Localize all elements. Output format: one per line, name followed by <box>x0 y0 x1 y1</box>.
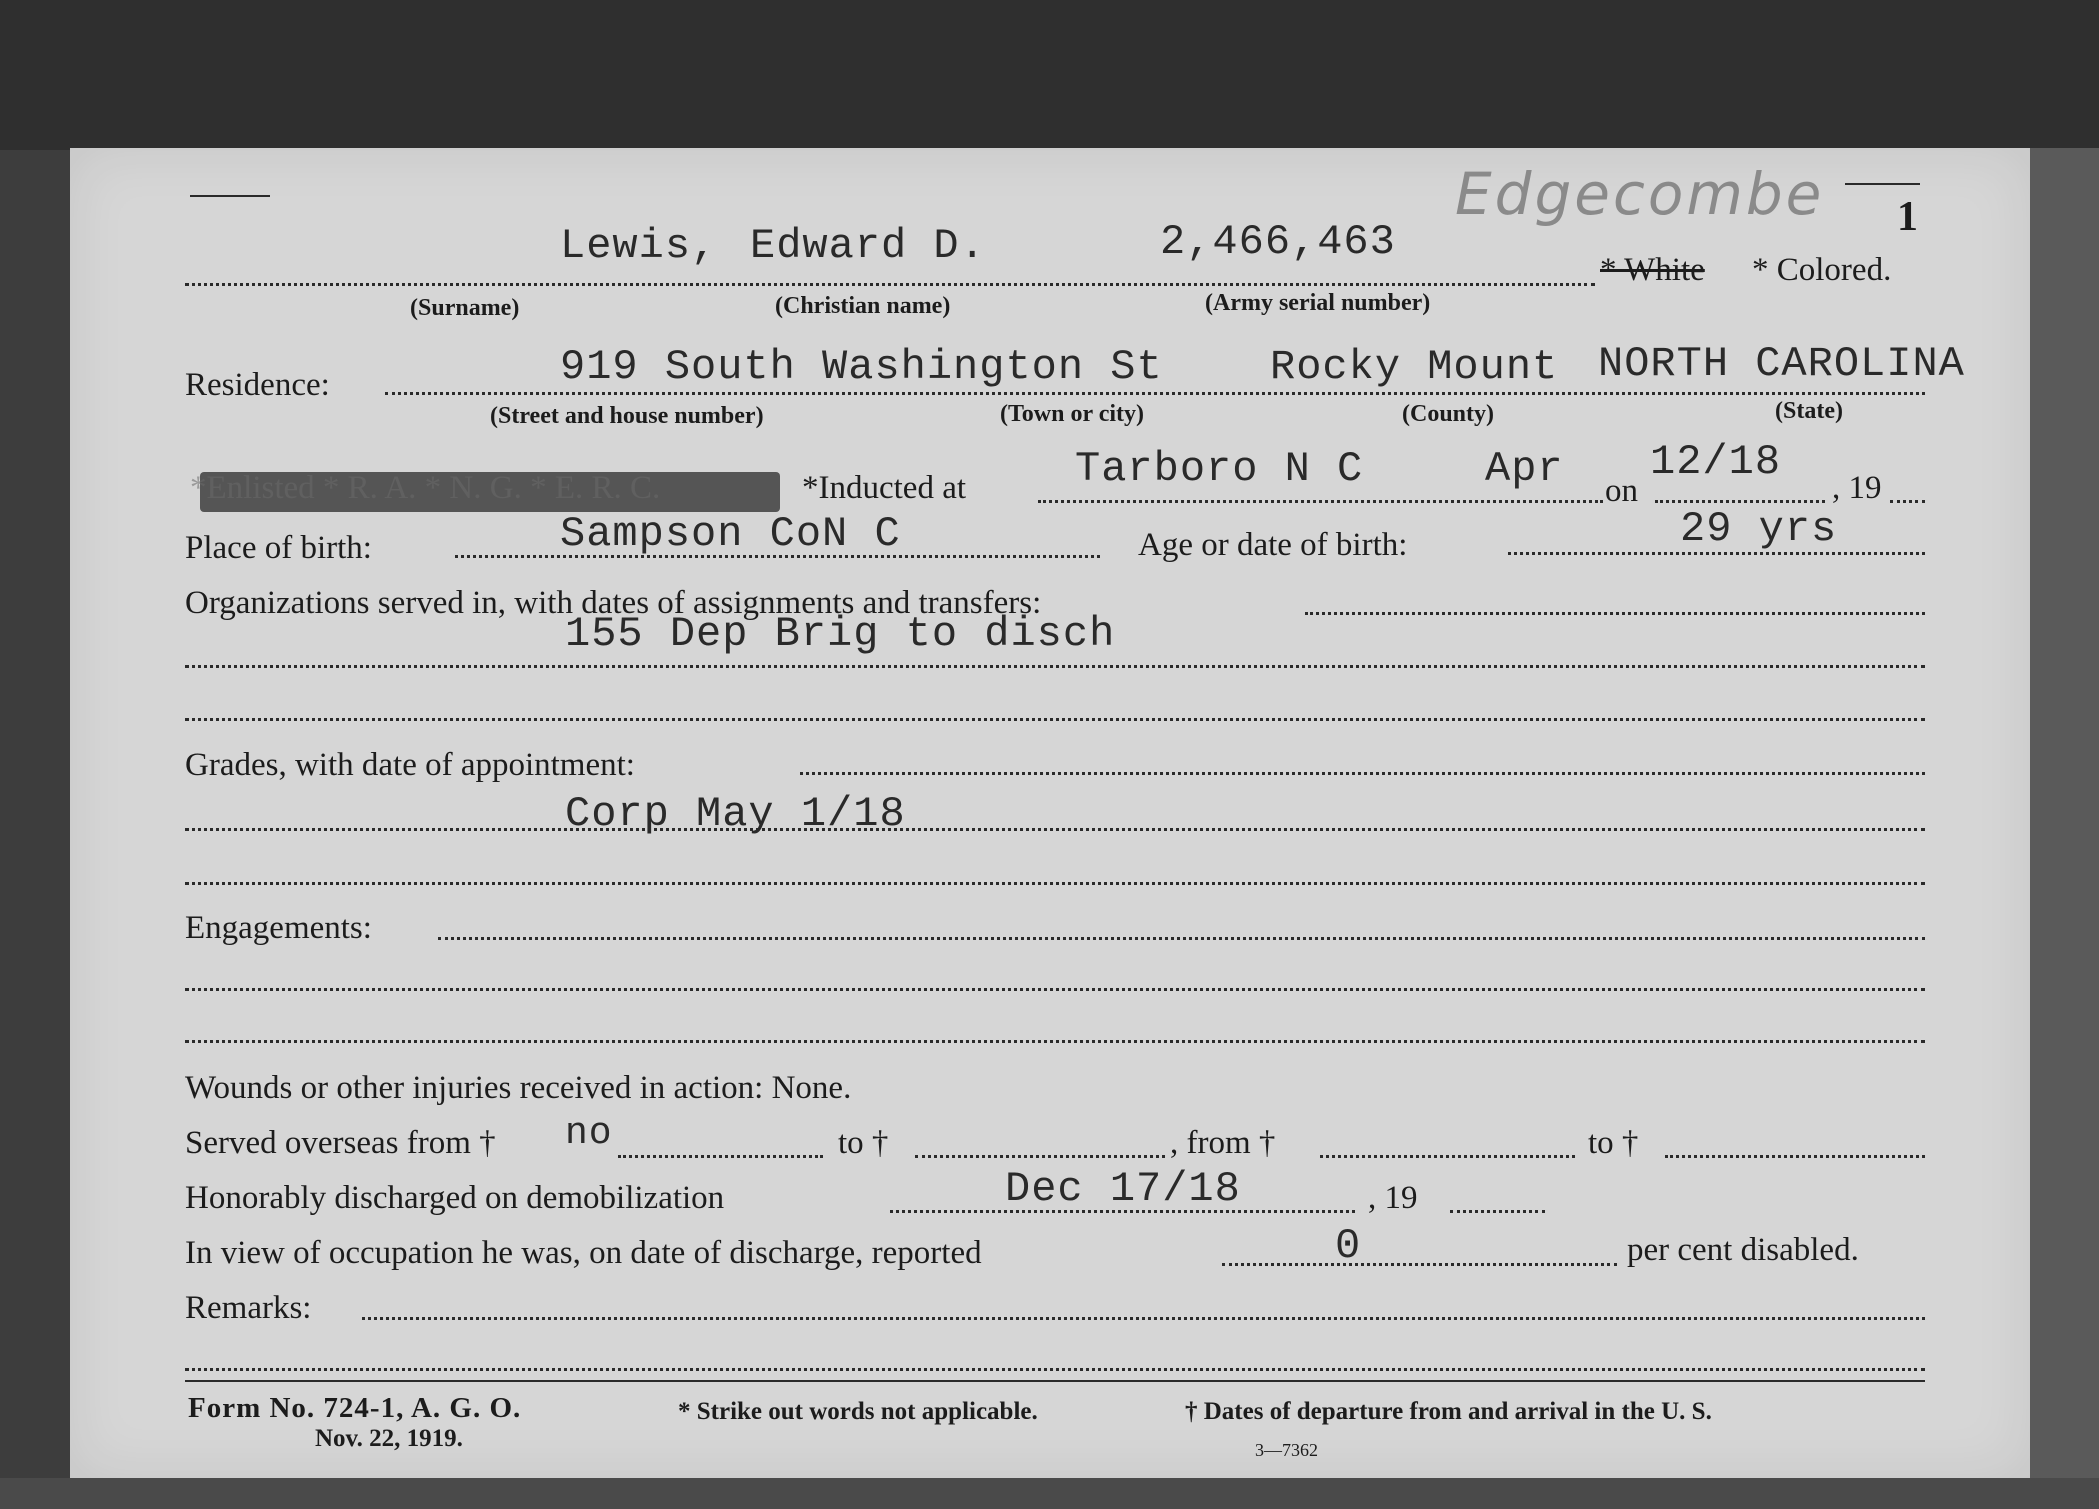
serial-number-value: 2,466,463 <box>1160 218 1396 266</box>
age-value: 29 yrs <box>1680 505 1838 553</box>
overseas-label: Served overseas from † <box>185 1125 496 1161</box>
engagements-dotted-line-2 <box>185 988 1925 991</box>
caption-christian-name: (Christian name) <box>775 293 951 319</box>
engagements-dotted-line-1 <box>438 937 1925 940</box>
caption-town: (Town or city) <box>1000 401 1144 427</box>
place-of-birth-value: Sampson CoN C <box>560 510 901 558</box>
caption-state: (State) <box>1775 398 1843 424</box>
organizations-value: 155 Dep Brig to disch <box>565 610 1116 658</box>
organizations-dotted-line-1 <box>1305 612 1925 615</box>
grades-value: Corp May 1/18 <box>565 790 906 838</box>
footer-rule <box>185 1380 1925 1382</box>
disability-value: 0 <box>1335 1222 1362 1270</box>
discharge-label: Honorably discharged on demobilization <box>185 1180 725 1216</box>
disability-label: In view of occupation he was, on date of discharge, reported <box>185 1235 982 1271</box>
grades-dotted-line-2 <box>185 828 1925 831</box>
grades-dotted-line-1 <box>800 772 1925 775</box>
residence-label: Residence: <box>185 367 330 403</box>
scanner-background-right <box>2030 148 2099 1509</box>
caption-county: (County) <box>1402 401 1495 427</box>
induction-year-suffix: , 19 <box>1832 470 1882 506</box>
age-dotted-line <box>1508 552 1925 555</box>
disability-suffix: per cent disabled. <box>1627 1232 1859 1268</box>
wounds-label: Wounds or other injuries received in action: None. <box>185 1070 852 1106</box>
form-number: Form No. 724-1, A. G. O. <box>188 1392 522 1424</box>
overseas-from-dotted-line <box>618 1155 823 1158</box>
grades-label: Grades, with date of appointment: <box>185 747 635 783</box>
caption-serial-number: (Army serial number) <box>1205 290 1431 316</box>
birth-place-dotted-line <box>455 555 1100 558</box>
induction-date-dotted-line <box>1655 500 1825 503</box>
remarks-dotted-line-2 <box>185 1368 1925 1371</box>
footnote-dates: † Dates of departure from and arrival in the U. S. <box>1185 1398 1712 1425</box>
scanner-background-bottom <box>0 1478 2099 1509</box>
age-label: Age or date of birth: <box>1138 527 1408 563</box>
race-colored: * Colored. <box>1752 252 1892 288</box>
discharge-year-suffix: , 19 <box>1368 1180 1418 1216</box>
discharge-dotted-line <box>890 1210 1355 1213</box>
caption-surname: (Surname) <box>410 295 520 321</box>
induction-day-value: 12/18 <box>1650 438 1782 486</box>
discharge-date-value: Dec 17/18 <box>1005 1165 1241 1213</box>
inducted-dotted-line <box>1038 500 1603 503</box>
disability-dotted-line <box>1222 1263 1617 1266</box>
overseas-to-dotted-line-1 <box>915 1155 1165 1158</box>
induction-year-dotted-line <box>1890 500 1925 503</box>
engagements-dotted-line-3 <box>185 1040 1925 1043</box>
enlisted-struck-text: *Enlisted * R. A. * N. G. * E. R. C. <box>190 470 661 506</box>
remarks-dotted-line-1 <box>362 1317 1925 1320</box>
on-label: on <box>1605 473 1638 509</box>
scanner-background-top <box>0 0 2099 150</box>
residence-state-value: NORTH CAROLINA <box>1598 340 1965 388</box>
engagements-label: Engagements: <box>185 910 372 946</box>
residence-town-value: Rocky Mount <box>1270 343 1559 391</box>
overseas-to-label-1: to † <box>838 1125 889 1161</box>
handwritten-county: Edgecombe <box>1455 160 1825 228</box>
overseas-from-value: no <box>565 1112 613 1155</box>
footnote-strike-out: * Strike out words not applicable. <box>678 1398 1038 1425</box>
overseas-to-dotted-line-2 <box>1665 1155 1925 1158</box>
induction-month-value: Apr <box>1485 445 1564 493</box>
surname-value: Lewis, <box>560 222 718 270</box>
race-white-struck: * White <box>1600 252 1705 288</box>
name-dotted-line <box>185 283 1595 286</box>
discharge-year-dotted-line <box>1450 1210 1545 1213</box>
caption-street: (Street and house number) <box>490 403 764 429</box>
print-code: 3—7362 <box>1255 1440 1318 1460</box>
overseas-from-dotted-line-2 <box>1320 1155 1575 1158</box>
overseas-from-label-2: , from † <box>1170 1125 1276 1161</box>
top-right-rule <box>1845 183 1920 185</box>
residence-dotted-line <box>385 392 1925 395</box>
organizations-label: Organizations served in, with dates of assignments and transfers: <box>185 585 1042 621</box>
christian-name-value: Edward D. <box>750 222 986 270</box>
inducted-at-label: *Inducted at <box>802 470 967 506</box>
card-number: 1 <box>1897 194 1918 240</box>
form-date: Nov. 22, 1919. <box>315 1425 463 1452</box>
grades-dotted-line-3 <box>185 882 1925 885</box>
top-left-rule <box>190 195 270 197</box>
overseas-to-label-2: to † <box>1588 1125 1639 1161</box>
place-of-birth-label: Place of birth: <box>185 530 372 566</box>
residence-street-value: 919 South Washington St <box>560 343 1163 391</box>
inducted-at-value: Tarboro N C <box>1075 445 1364 493</box>
organizations-dotted-line-2 <box>185 665 1925 668</box>
organizations-dotted-line-3 <box>185 718 1925 721</box>
remarks-label: Remarks: <box>185 1290 312 1326</box>
